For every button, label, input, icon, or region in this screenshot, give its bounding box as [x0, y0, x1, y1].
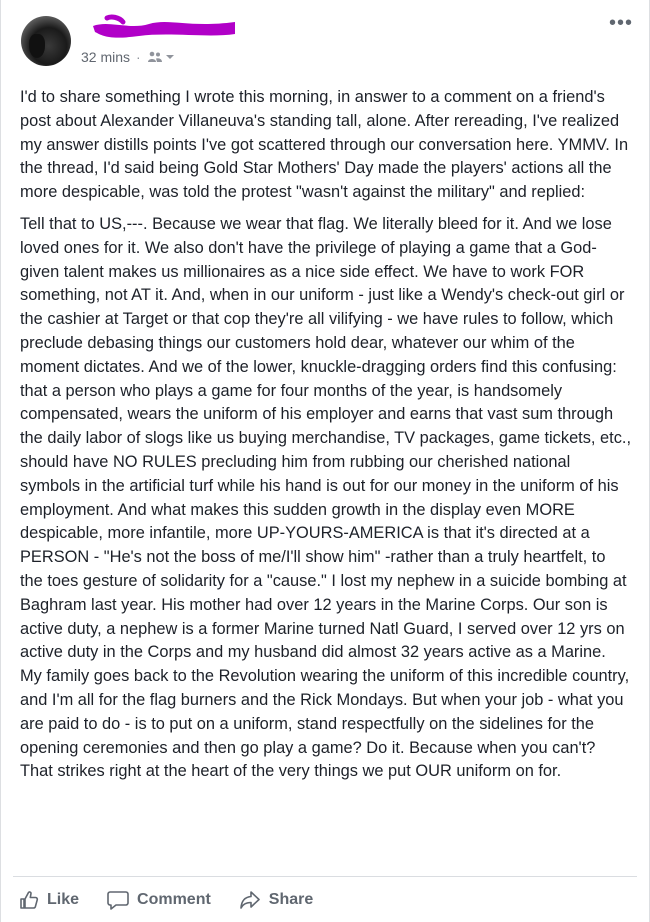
post-body — [20, 86, 632, 792]
action-bar — [1, 884, 650, 916]
comment-button[interactable] — [107, 890, 211, 910]
share-button[interactable] — [239, 890, 313, 910]
redacted-author-name[interactable] — [89, 14, 239, 42]
share-arrow-icon — [239, 890, 261, 910]
meta-separator: · — [136, 49, 141, 65]
thumbs-up-icon — [19, 890, 39, 910]
avatar[interactable] — [21, 16, 71, 66]
post-meta — [81, 49, 175, 65]
comment-bubble-icon — [107, 890, 129, 910]
post-timestamp[interactable]: 32 mins — [81, 49, 131, 65]
chevron-down-icon — [165, 53, 175, 61]
comment-label: Comment — [137, 891, 211, 908]
post-paragraph: I'd to share something I wrote this morning, in answer to a comment on a friend's post about Alexander Villaneuva's standing tall, alone. After rereading, I've realized my answer distills points I've got scattered through our conversation here. YMMV. In the thread, I'd said being Gold Star Mothers' Day made the players' actions all the more despicable, was told the protest "wasn't against the military" and replied: — [20, 88, 629, 202]
audience-selector[interactable] — [147, 51, 175, 63]
post-paragraph: Tell that to US,---. Because we wear that flag. We literally bleed for it. And we lose loved ones for it. We also don't have the privilege of playing a game that a God-given talent makes us millionaires as a nice side effect. We have to work FOR something, not AT it. And, when in our uniform - just like a Wendy's check-out girl or the cashier at Target or that cop they're all vilifying - we have rules to follow, which preclude debasing things our customers hold dear, whatever our whim of the moment dictates. And we of the lower, knuckle-dragging orders find this confusing: that a person who plays a game for four months of the year, is handsomely compensated, wears the uniform of his employer and earns that vast sum through the daily labor of slogs like us buying merchandise, TV packages, game tickets, etc., should have NO RULES precluding him from rubbing our cherished national symbols in the artificial turf while his hand is out for our money in the uniform of his employment. And what makes this sudden growth in the display even MORE despicable, more infantile, more UP-YOURS-AMERICA is that it's directed at a PERSON - "He's not the boss of me/I'll show him" -rather than a truly heartfelt, to the toes gesture of solidarity for a "cause." I lost my nephew in a suicide bombing at Baghram last year. His mother had over 12 years in the Marine Corps. Our son is active duty, a nephew is a former Marine turned Natl Guard, I served over 12 yrs on active duty in the Corps and my husband did almost 32 years active as a Marine. My family goes back to the Revolution wearing the uniform of this incredible country, and I'm all for the flag burners and the Rick Mondays. But when your job - what you are paid to do - is to put on a uniform, stand respectfully on the sidelines for the opening ceremonies and then go play a game? Do it. Because when you can't? That strikes right at the heart of the very things we put OUR uniform on for. — [20, 214, 632, 781]
like-button[interactable] — [19, 890, 79, 910]
post-header — [1, 0, 650, 80]
action-divider — [13, 876, 637, 877]
avatar-photo — [29, 34, 45, 58]
share-label: Share — [268, 891, 314, 908]
like-label: Like — [47, 891, 80, 908]
more-options-icon[interactable]: ••• — [608, 12, 633, 34]
friends-icon — [147, 51, 163, 63]
